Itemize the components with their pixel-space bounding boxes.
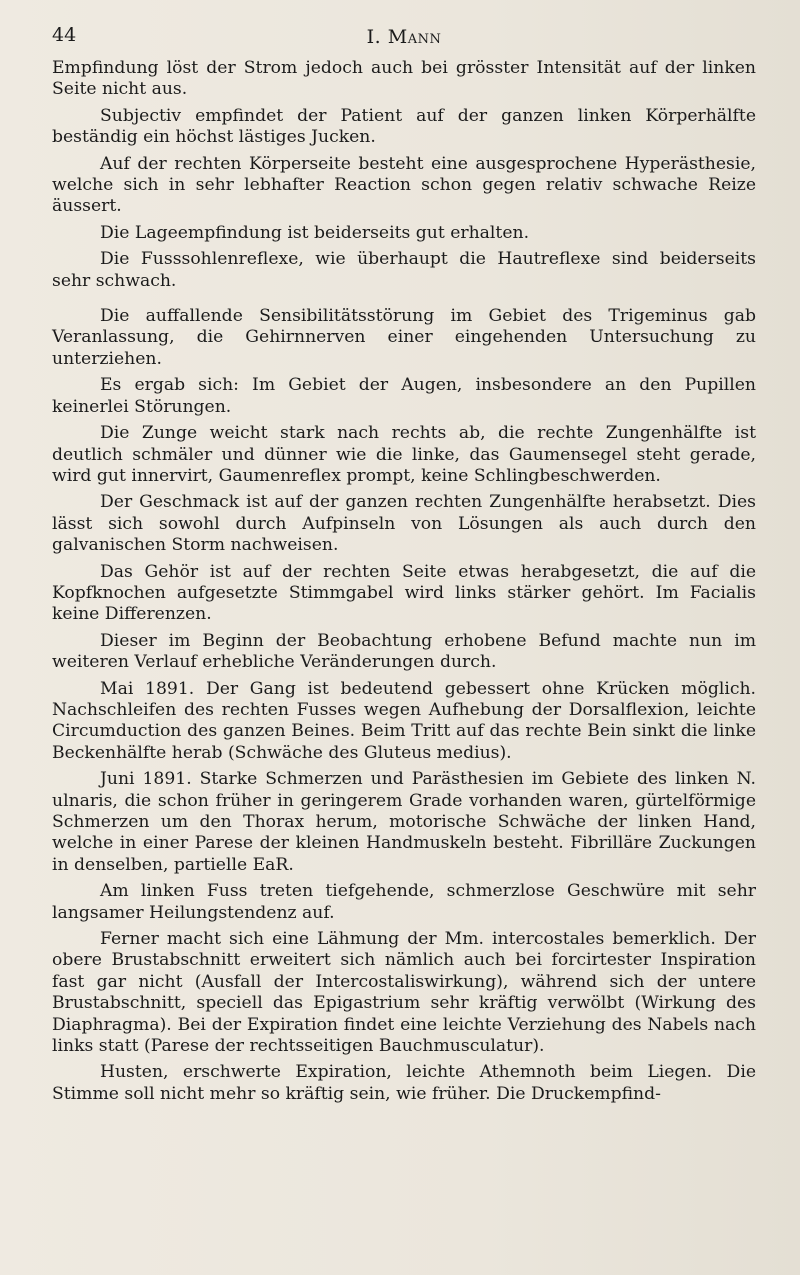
paragraph: Subjectiv empfindet der Patient auf der ganzen linken Körperhälfte beständig ein höchst lästiges Jucken. [52,105,756,148]
paragraph: Mai 1891. Der Gang ist bedeutend gebessert ohne Krücken möglich. Nachschleifen des rechten Fusses wegen Aufhebung der Dorsalflexion, leichte Circumduction des ganzen Beines. Beim Tritt auf das rechte Bein sinkt die linke Beckenhälfte herab (Schwäche des Gluteus medius). [52,678,756,763]
page-number: 44 [52,24,77,46]
paragraph: Dieser im Beginn der Beobachtung erhobene Befund machte nun im weiteren Verlauf erhebliche Veränderungen durch. [52,630,756,673]
paragraph: Die Zunge weicht stark nach rechts ab, die rechte Zungenhälfte ist deutlich schmäler und dünner wie die linke, das Gaumensegel steht gerade, wird gut innervirt, Gaumenreflex prompt, keine Schlingbeschwerden. [52,423,756,486]
page-header [52,18,756,58]
paragraph: Husten, erschwerte Expiration, leichte Athemnoth beim Liegen. Die Stimme soll nicht mehr so kräftig sein, wie früher. Die Druckempfind- [52,1062,756,1104]
paragraph: Es ergab sich: Im Gebiet der Augen, insbesondere an den Pupillen keinerlei Störungen. [52,375,756,417]
paragraph: Die Lageempfindung ist beiderseits gut erhalten. [100,222,530,243]
running-head: I. Mann [366,26,442,48]
paragraph: Ferner macht sich eine Lähmung der Mm. intercostales bemerklich. Der obere Brustabschnitt erweitert sich nämlich auch bei forcirtester Inspiration fast gar nicht (Ausfall der Intercostaliswirkung), während sich der untere Brustabschnitt, speciell das Epigastrium sehr kräftig verwölbt (Wirkung des Diaphragma). Bei der Expiration findet eine leichte Verziehung des Nabels nach links statt (Parese der rechtsseitigen Bauchmusculatur). [52,929,756,1057]
paragraph: Am linken Fuss treten tiefgehende, schmerzlose Geschwüre mit sehr langsamer Heilungstendenz auf. [52,881,756,923]
paragraph: Juni 1891. Starke Schmerzen und Parästhesien im Gebiete des linken N. ulnaris, die schon früher in geringerem Grade vorhanden waren, gürtelförmige Schmerzen um den Thorax herum, motorische Schwäche der linken Hand, welche in einer Parese der kleinen Handmuskeln besteht. Fibrilläre Zuckungen in denselben, partielle EaR. [52,769,756,875]
paragraph: Die Fusssohlenreflexe, wie überhaupt die Hautreflexe sind beiderseits sehr schwach. [52,249,756,291]
paragraph: Das Gehör ist auf der rechten Seite etwas herabgesetzt, die auf die Kopfknochen aufgesetzte Stimmgabel wird links stärker gehört. Im Facialis keine Differenzen. [52,561,756,625]
body-text [52,58,756,1105]
paragraph: Empfindung löst der Strom jedoch auch bei grösster Intensität auf der linken Seite nicht aus. [52,58,756,100]
paragraph: Der Geschmack ist auf der ganzen rechten Zungenhälfte herabsetzt. Dies lässt sich sowohl durch Aufpinseln von Lösungen als auch durch den galvanischen Storm nachweisen. [52,492,756,556]
paragraph: Die auffallende Sensibilitätsstörung im Gebiet des Trigeminus gab Veranlassung, die Gehirnnerven einer eingehenden Untersuchung zu unterziehen. [52,306,756,369]
paragraph: Auf der rechten Körperseite besteht eine ausgesprochene Hyperästhesie, welche sich in sehr lebhafter Reaction schon gegen relativ schwache Reize äussert. [52,153,756,217]
